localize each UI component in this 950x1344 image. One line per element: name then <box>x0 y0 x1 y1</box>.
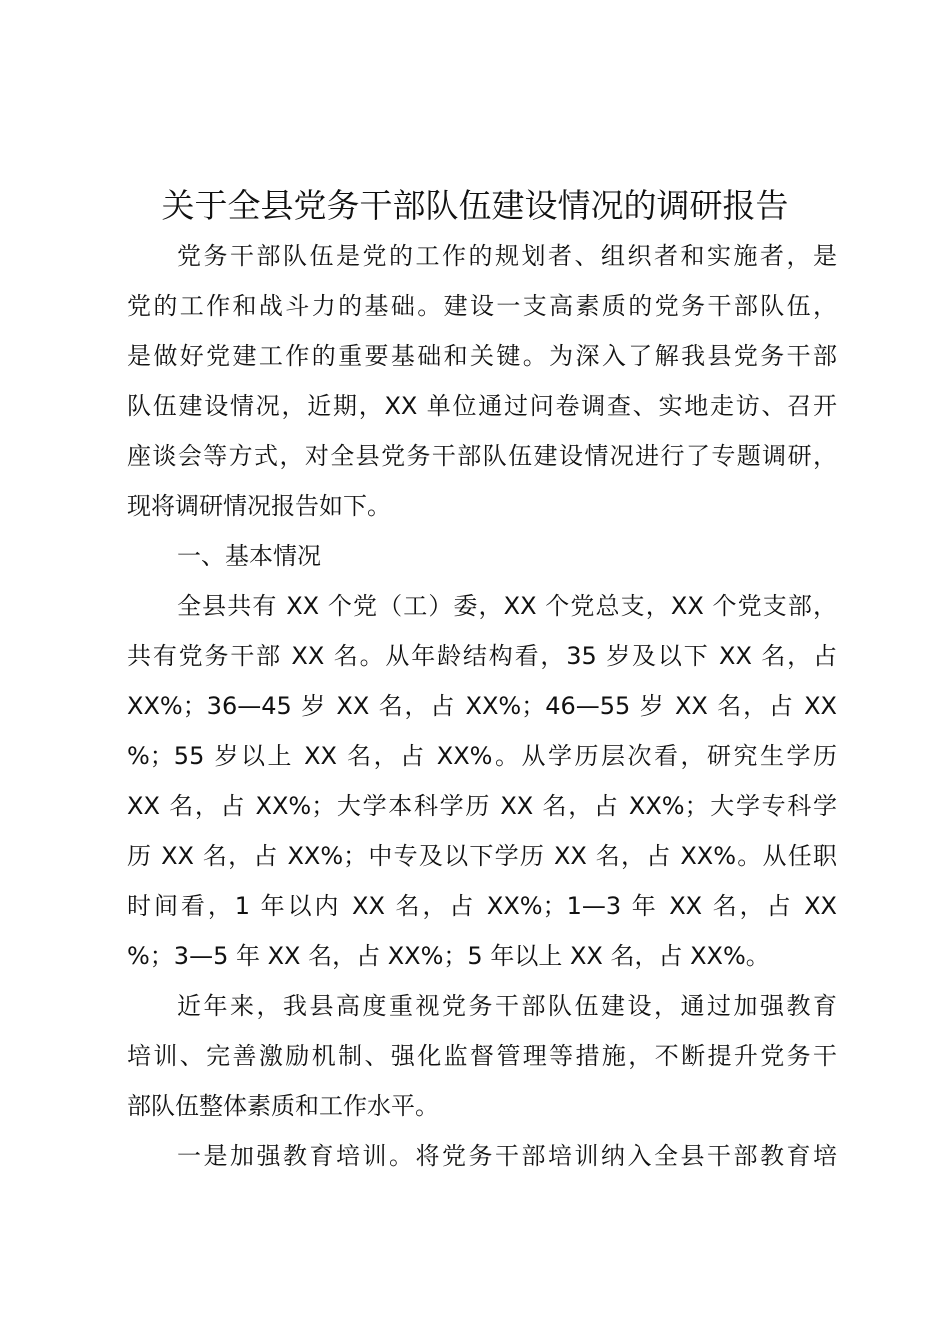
text-line: 是做好党建工作的重要基础和关键。为深入了解我县党务干部 <box>127 342 837 370</box>
text-line: 时间看，1 年以内 XX 名，占 XX%；1—3 年 XX 名，占 XX <box>127 892 837 920</box>
paragraph-intro <box>127 231 837 531</box>
text-line: 历 XX 名，占 XX%；中专及以下学历 XX 名，占 XX%。从任职 <box>127 842 837 870</box>
paragraph-recent-years <box>127 981 837 1131</box>
text-line: 队伍建设情况，近期，XX 单位通过问卷调查、实地走访、召开 <box>127 392 837 420</box>
text-line: 部队伍整体素质和工作水平。 <box>127 1092 439 1120</box>
text-line: %；3—5 年 XX 名，占 XX%；5 年以上 XX 名，占 XX%。 <box>127 942 770 970</box>
text-line: %；55 岁以上 XX 名，占 XX%。从学历层次看，研究生学历 <box>127 742 837 770</box>
text-line: 党务干部队伍是党的工作的规划者、组织者和实施者，是 <box>177 242 837 270</box>
text-line: 现将调研情况报告如下。 <box>127 492 391 520</box>
document-body <box>127 231 837 1181</box>
text-line: 近年来，我县高度重视党务干部队伍建设，通过加强教育 <box>177 992 837 1020</box>
section-heading-basic <box>127 531 837 581</box>
text-line: 全县共有 XX 个党（工）委，XX 个党总支，XX 个党支部， <box>177 592 837 620</box>
paragraph-training <box>127 1131 837 1181</box>
paragraph-statistics <box>127 581 837 981</box>
section-heading: 一、基本情况 <box>177 542 321 570</box>
text-line: 共有党务干部 XX 名。从年龄结构看，35 岁及以下 XX 名，占 <box>127 642 837 670</box>
text-line: XX 名，占 XX%；大学本科学历 XX 名，占 XX%；大学专科学 <box>127 792 837 820</box>
text-line: 党的工作和战斗力的基础。建设一支高素质的党务干部队伍， <box>127 292 837 320</box>
text-line: XX%；36—45 岁 XX 名，占 XX%；46—55 岁 XX 名，占 XX <box>127 692 837 720</box>
text-line: 座谈会等方式，对全县党务干部队伍建设情况进行了专题调研， <box>127 442 837 470</box>
text-line: 一是加强教育培训。将党务干部培训纳入全县干部教育培 <box>177 1142 837 1170</box>
text-line: 培训、完善激励机制、强化监督管理等措施，不断提升党务干 <box>127 1042 837 1070</box>
page-title: 关于全县党务干部队伍建设情况的调研报告 <box>161 186 789 225</box>
